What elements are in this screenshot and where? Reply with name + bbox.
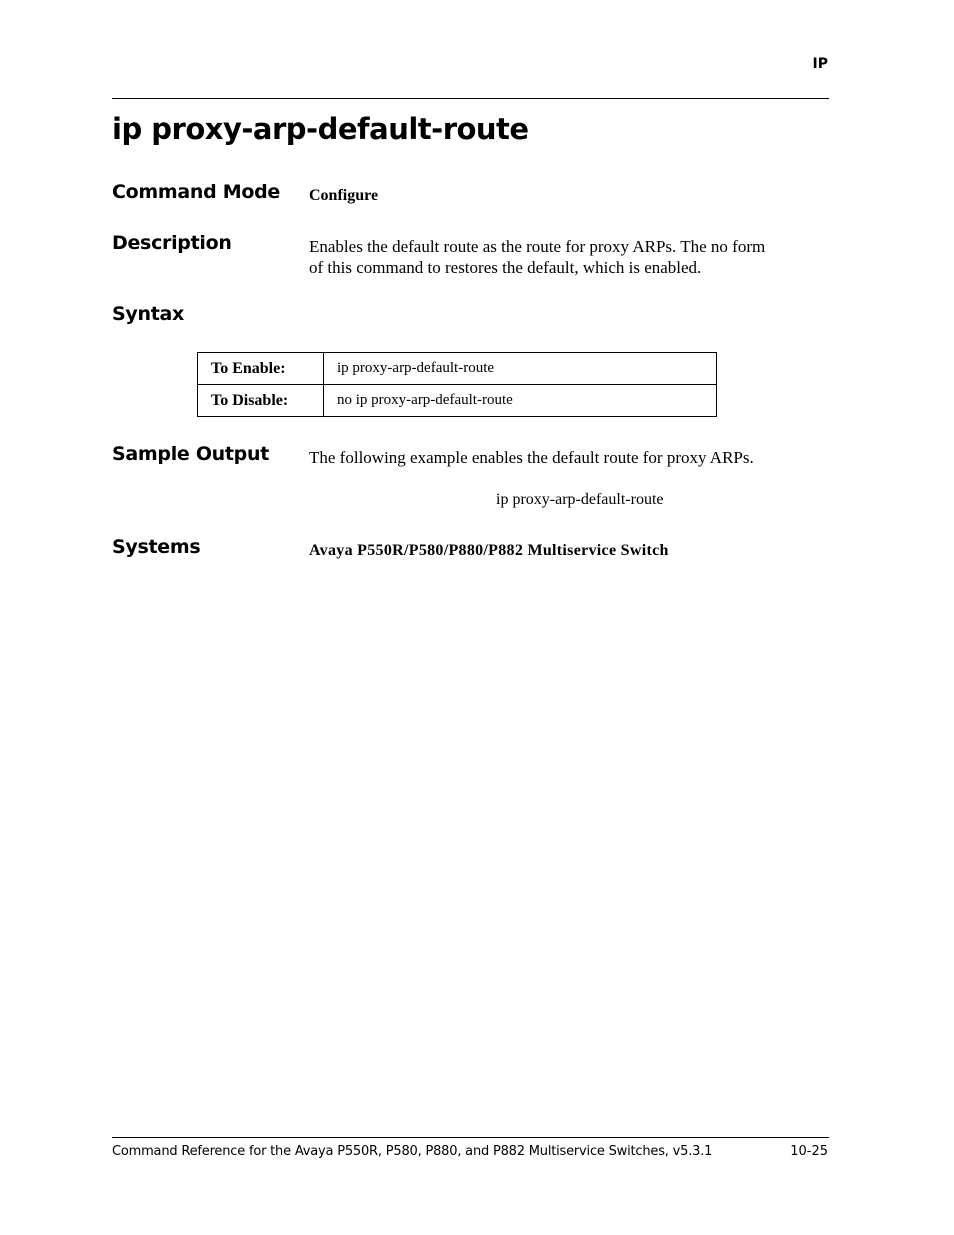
- systems-heading: Systems: [112, 536, 201, 558]
- page-number: 10-25: [790, 1144, 828, 1159]
- description-line-2: of this command to restores the default, which is enabled.: [309, 258, 702, 277]
- sample-output-text: The following example enables the default route for proxy ARPs.: [309, 448, 754, 467]
- systems-value: Avaya P550R/P580/P880/P882 Multiservice Switch: [309, 542, 669, 559]
- syntax-table: [197, 352, 717, 417]
- syntax-disable-command: no ip proxy-arp-default-route: [324, 385, 717, 417]
- description-heading: Description: [112, 232, 232, 254]
- footer-rule: [112, 1137, 829, 1138]
- table-row: [198, 385, 717, 417]
- command-mode-value: Configure: [309, 187, 379, 204]
- sample-output-heading: Sample Output: [112, 443, 269, 465]
- table-row: [198, 353, 717, 385]
- syntax-enable-label: To Enable:: [198, 353, 324, 385]
- footer-document-title: Command Reference for the Avaya P550R, P580, P880, and P882 Multiservice Switches, v5.3.1: [112, 1144, 713, 1159]
- syntax-enable-command: ip proxy-arp-default-route: [324, 353, 717, 385]
- description-line-1: Enables the default route as the route for proxy ARPs. The no form: [309, 237, 766, 256]
- syntax-heading: Syntax: [112, 303, 184, 325]
- sample-output-command: ip proxy-arp-default-route: [496, 491, 664, 508]
- page-title: ip proxy-arp-default-route: [112, 112, 529, 146]
- syntax-disable-label: To Disable:: [198, 385, 324, 417]
- chapter-label: IP: [812, 56, 828, 72]
- header-rule: [112, 98, 829, 99]
- command-mode-heading: Command Mode: [112, 181, 281, 203]
